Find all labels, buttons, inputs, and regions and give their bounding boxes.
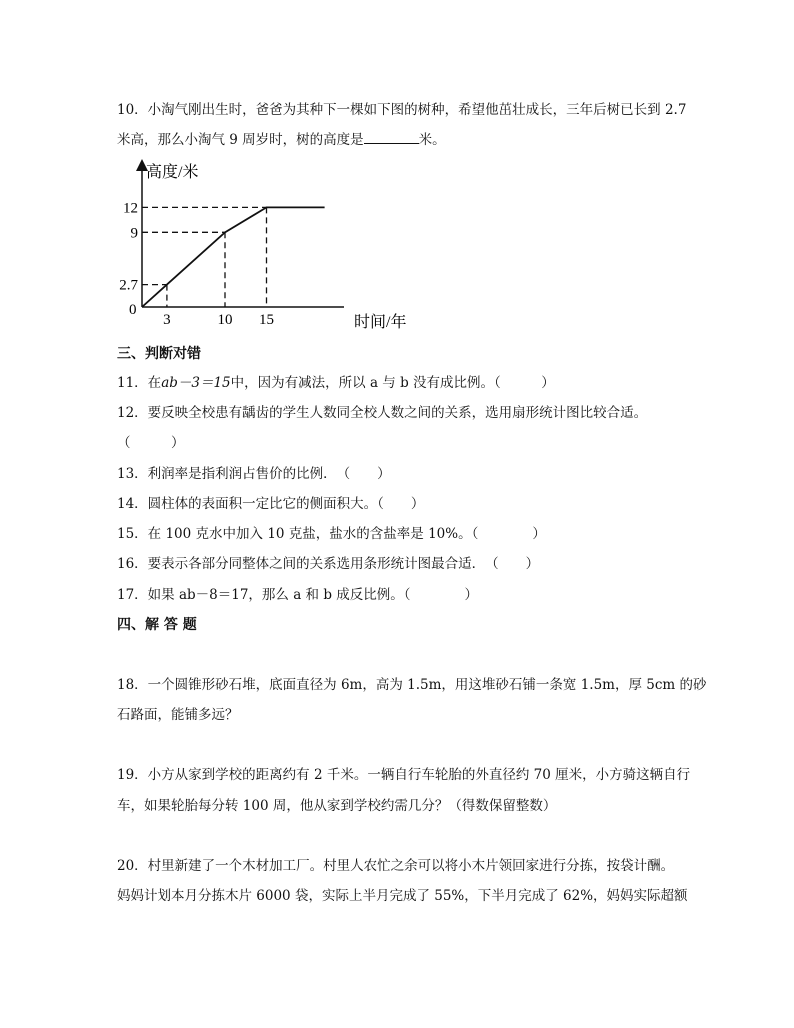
q20-line2: 妈妈计划本月分拣木片 6000 袋，实际上半月完成了 55%，下半月完成了 62%，妈妈实际超额: [117, 888, 688, 904]
tree-height-chart: [112, 155, 432, 335]
q15: 15．在 100 克水中加入 10 克盐，盐水的含盐率是 10%。（ ）: [117, 526, 546, 542]
q10-line2: [117, 131, 446, 149]
x-tick-label: 15: [259, 312, 274, 328]
q11-formula: ab－3＝15: [161, 375, 231, 391]
q11: [117, 374, 555, 392]
section4-title: 四、解 答 题: [117, 617, 197, 633]
y-tick-label: 2.7: [119, 277, 138, 294]
q10-line2-post: 米。: [418, 132, 446, 148]
q18-line2: 石路面，能铺多远？: [117, 707, 239, 723]
q11-post: 中，因为有减法，所以 a 与 b 没有成比例。（ ）: [230, 375, 555, 391]
q14: 14．圆柱体的表面积一定比它的侧面积大。（ ）: [117, 496, 425, 512]
q19-line1: 19．小方从家到学校的距离约有 2 千米。一辆自行车轮胎的外直径约 70 厘米，小方骑这辆自行: [117, 767, 691, 783]
origin-label: 0: [129, 302, 137, 318]
y-tick-label: 9: [130, 225, 138, 242]
q12-line2[interactable]: （ ）: [117, 435, 185, 451]
answer-blank[interactable]: [364, 131, 419, 144]
q10-line2-pre: 米高，那么小淘气 9 周岁时，树的高度是: [117, 132, 364, 148]
q20-line1: 20．村里新建了一个木材加工厂。村里人农忙之余可以将小木片领回家进行分拣，按袋计酬。: [117, 858, 675, 874]
y-axis-label: 高度/米: [146, 164, 199, 181]
q16: 16．要表示各部分同整体之间的关系选用条形统计图最合适． （ ）: [117, 556, 540, 572]
q13: 13．利润率是指利润占售价的比例． （ ）: [117, 466, 391, 482]
section3-title: 三、判断对错: [117, 346, 201, 362]
q18-line1: 18．一个圆锥形砂石堆，底面直径为 6m，高为 1.5m，用这堆砂石铺一条宽 1.5m，厚 5cm 的砂: [117, 677, 707, 693]
q10-line1: 10．小淘气刚出生时，爸爸为其种下一棵如下图的树种，希望他茁壮成长，三年后树已长到 2.7: [117, 102, 687, 118]
x-tick-label: 10: [217, 312, 233, 328]
x-axis-label: 时间/年: [354, 314, 407, 331]
q17: 17．如果 ab－8＝17，那么 a 和 b 成反比例。（ ）: [117, 587, 479, 603]
q12-line1: 12．要反映全校患有龋齿的学生人数同全校人数之间的关系，选用扇形统计图比较合适。: [117, 405, 648, 421]
x-tick-label: 3: [163, 312, 171, 328]
q19-line2: 车，如果轮胎每分转 100 周，他从家到学校约需几分？（得数保留整数）: [117, 798, 557, 814]
q11-pre: 11．在: [117, 375, 162, 391]
y-tick-label: 12: [123, 200, 138, 217]
series-line: [142, 207, 325, 307]
